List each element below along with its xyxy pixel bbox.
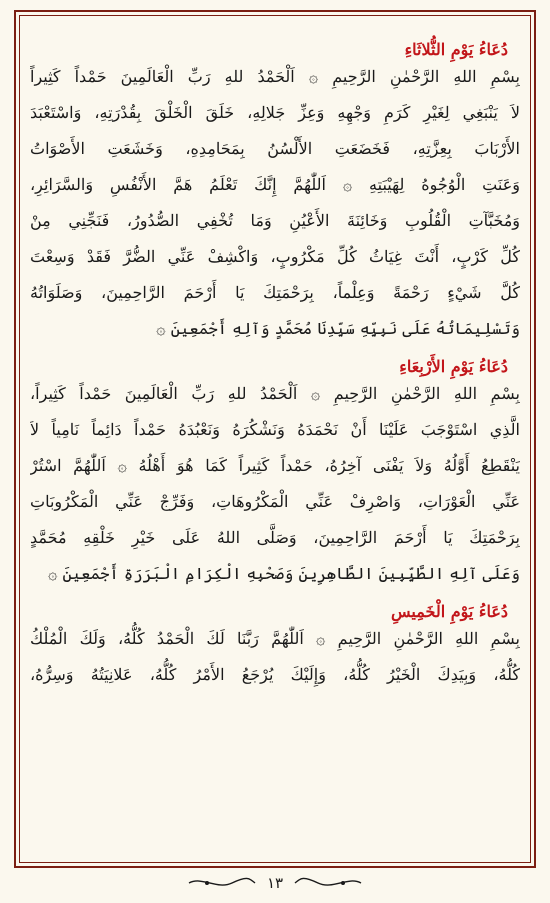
section-tuesday [30, 40, 520, 347]
prayer-content [30, 40, 520, 693]
text-line: عَنِّي الْعَوْرَاتِ، وَاصْرِفْ عَنِّي الْمَكْرُوهَاتِ، وَفَرِّجْ عَنِّي الْمَكْرُوبَاتِ [30, 492, 520, 511]
section-wednesday [30, 357, 520, 592]
text-line: كُلُّهُ، وَبِيَدِكَ الْخَيْرُ كُلُّهُ، وَإِلَيْكَ يُرْجَعُ الأَمْرُ كُلُّهُ، عَلانِيَتُهُ وَسِرُّهُ، [30, 665, 520, 684]
text-line: بِسْمِ اللهِ الرَّحْمٰنِ الرَّحِيمِ ۞ اَلْحَمْدُ للهِ رَبِّ الْعَالَمِينَ حَمْداً كَثِيراً [30, 67, 520, 86]
text-line: بِسْمِ اللهِ الرَّحْمٰنِ الرَّحِيمِ ۞ اَلْحَمْدُ للهِ رَبِّ الْعَالَمِينَ حَمْداً كَثِيراً، [30, 384, 520, 403]
section-heading: دُعَاءُ يَوْمِ الثُّلاثَاءِ [404, 40, 508, 59]
text-line: بِسْمِ اللهِ الرَّحْمٰنِ الرَّحِيمِ ۞ اَللّٰهُمَّ رَبَّنَا لَكَ الْحَمْدُ كُلُّهُ، وَلَكَ الْمُلْكُ [30, 629, 520, 648]
section-thursday [30, 602, 520, 693]
page-number: ١٣ [266, 874, 284, 892]
text-line: كُلَّ شَيْءٍ رَحْمَةً وَعِلْماً، بِرَحْمَتِكَ يَا أَرْحَمَ الرَّاحِمِينَ، وَصَلَوَاتُهُ [30, 283, 520, 302]
text-line: الَّذِي اسْتَوْجَبَ عَلَيْنَا أَنْ نَحْمَدَهُ وَنَشْكُرَهُ وَنَعْبُدَهُ حَمْداً دَائِماً نَامِياً لاَ [30, 420, 520, 439]
section-heading: دُعَاءُ يَوْمِ الأَرْبِعَاءِ [399, 357, 508, 376]
text-line: وَعَنَتِ الْوُجُوهُ لِهَيْبَتِهِ ۞ اَللّٰهُمَّ إِنَّكَ تَعْلَمُ هَمَّ الأَنْفُسِ وَالسَّرَائِرِ، [30, 175, 520, 194]
section-heading: دُعَاءُ يَوْمِ الْخَمِيسِ [391, 602, 508, 621]
text-line: بِرَحْمَتِكَ يَا أَرْحَمَ الرَّاحِمِينَ، وَصَلَّى اللهُ عَلَى خَيْرِ خَلْقِهِ مُحَمَّدٍ [30, 528, 520, 547]
text-line: لاَ يَنْبَغِي لِغَيْرِ كَرَمِ وَجْهِهِ وَعِزِّ جَلالِهِ، خَلَقَ الْخَلْقَ بِقُدْرَتِهِ، وَاسْتَعْبَدَ [30, 103, 520, 122]
page-footer [0, 867, 550, 899]
text-line: وَتَسْلِيمَاتُهُ عَلَى نَبِيِّهِ سَيِّدِنَا مُحَمَّدٍ وَآلِهِ أَجْمَعِينَ ۞ [156, 319, 520, 338]
text-line: كُلِّ كَرْبٍ، أَنْتَ غِيَاثُ كُلِّ مَكْرُوبٍ، وَاكْشِفْ عَنِّي الضُّرَّ فَقَدْ وَسِعْتَ [30, 247, 520, 266]
text-line: الأَرْبَابَ بِعِزَّتِهِ، فَخَضَعَتِ الأَلْسُنُ بِمَحَامِدِهِ، وَخَشَعَتِ الأَصْوَاتُ [30, 139, 520, 158]
flourish-right-icon [293, 874, 363, 892]
flourish-left-icon [187, 874, 257, 892]
text-line: وَمُخَبَّآتِ الْقُلُوبِ وَخَائِنَةَ الأَعْيُنِ وَمَا تُخْفِي الصُّدُورُ، فَنَجِّنِي مِنْ [30, 211, 520, 230]
text-line: وَعَلَى آلِهِ الطَّيِّبِينَ الطَّاهِرِينَ وَصَحْبِهِ الْكِرَامِ الْبَرَرَةِ أَجْمَعِينَ ۞ [48, 564, 520, 583]
text-line: يَنْقَطِعُ أَوَّلُهُ وَلاَ يَفْنَى آخِرُهُ، حَمْداً كَثِيراً كَمَا هُوَ أَهْلُهُ ۞ اَللّٰهُمَّ اسْتُرْ [30, 456, 520, 475]
